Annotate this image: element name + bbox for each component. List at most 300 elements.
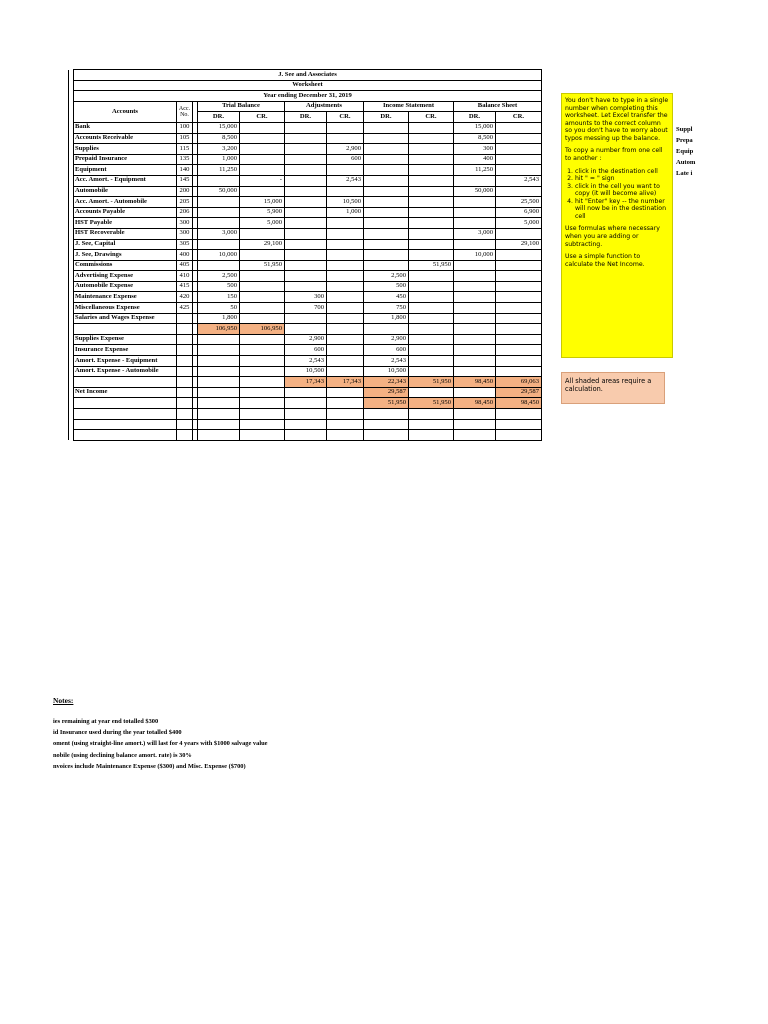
final-total: 51,950 [409,398,454,409]
note-item: nobile (using declining balance amort. rate) is 30% [53,751,192,759]
amount-cell [454,366,496,377]
cr-header: CR. [327,112,364,123]
amount-cell [327,334,364,345]
amount-cell [240,303,285,314]
blank-cell [327,324,364,335]
account-number: 405 [177,260,193,271]
empty-row [69,430,542,441]
amount-cell [327,292,364,303]
amount-cell [409,218,454,229]
account-row [69,334,542,345]
amount-cell [496,345,542,356]
trial-balance-header: Trial Balance [198,101,285,112]
step-item: 2. hit " = " sign [575,175,669,183]
cut-off-text: Prepa [676,137,693,144]
step-item: 3. click in the cell you want to copy (it will become alive) [575,183,669,198]
account-number: 206 [177,207,193,218]
account-name: Miscellaneous Expense [74,303,177,314]
adjustment-total-row [69,377,542,388]
account-row [69,175,542,186]
account-name: J. See, Capital [74,239,177,250]
cr-header: CR. [496,112,542,123]
amount-cell [285,154,327,165]
column-total: 98,450 [454,377,496,388]
amount-cell [198,218,240,229]
account-number [177,366,193,377]
amount-cell [327,356,364,367]
amount-cell [409,292,454,303]
amount-cell [364,144,409,155]
trial-balance-total-row [69,324,542,335]
amount-cell: 29,100 [240,239,285,250]
amount-cell [198,334,240,345]
amount-cell: 3,000 [454,228,496,239]
amount-cell: 51,950 [409,260,454,271]
blank-cell [177,377,193,388]
income-statement-header: Income Statement [364,101,454,112]
account-number: 300 [177,218,193,229]
amount-cell [285,281,327,292]
tb-total-dr: 106,950 [198,324,240,335]
amount-cell [285,250,327,261]
blank-cell [364,430,409,441]
account-row [69,228,542,239]
amount-cell [454,175,496,186]
amount-cell: 450 [364,292,409,303]
amount-cell [454,218,496,229]
blank-cell [285,409,327,420]
amount-cell [285,165,327,176]
blank-cell [409,324,454,335]
amount-cell [496,334,542,345]
amount-cell: 15,000 [454,122,496,133]
blank-cell [285,324,327,335]
amount-cell [409,281,454,292]
blank-cell [454,324,496,335]
amount-cell: 750 [364,303,409,314]
amount-cell [198,260,240,271]
amount-cell: 50 [198,303,240,314]
amount-cell [240,186,285,197]
blank-cell [240,419,285,430]
account-number: 305 [177,239,193,250]
header-row [69,101,542,112]
blank-cell [198,387,240,398]
amount-cell [364,250,409,261]
blank-cell [74,430,177,441]
amount-cell [285,313,327,324]
cut-off-text: Suppl [676,126,693,133]
blank-cell [327,430,364,441]
amount-cell [454,334,496,345]
instructions-p2: To copy a number from one cell to another : [565,147,663,162]
amount-cell: 400 [454,154,496,165]
amount-cell: 8,500 [198,133,240,144]
amount-cell [496,154,542,165]
amount-cell [240,334,285,345]
amount-cell: 10,000 [198,250,240,261]
account-row [69,144,542,155]
amount-cell: 2,500 [364,271,409,282]
column-total: 22,343 [364,377,409,388]
amount-cell: 1,800 [198,313,240,324]
amount-cell [454,345,496,356]
amount-cell [240,154,285,165]
amount-cell [409,250,454,261]
amount-cell [327,228,364,239]
account-name: Advertising Expense [74,271,177,282]
account-number: 205 [177,197,193,208]
column-total: 17,343 [327,377,364,388]
amount-cell: 2,543 [496,175,542,186]
account-row [69,250,542,261]
amount-cell [240,292,285,303]
note-item: nvoices include Maintenance Expense ($300) and Misc. Expense ($700) [53,762,246,770]
account-number: 425 [177,303,193,314]
amount-cell [454,207,496,218]
amount-cell: 50,000 [198,186,240,197]
amount-cell: 15,000 [240,197,285,208]
amount-cell [409,345,454,356]
amount-cell [327,250,364,261]
amount-cell [496,356,542,367]
account-number: 145 [177,175,193,186]
blank-cell [74,398,177,409]
blank-cell [496,409,542,420]
amount-cell [364,154,409,165]
account-number: 415 [177,281,193,292]
final-total: 98,450 [454,398,496,409]
amount-cell [364,197,409,208]
amount-cell [285,239,327,250]
amount-cell [327,218,364,229]
amount-cell [409,303,454,314]
amount-cell [409,271,454,282]
blank-cell [198,419,240,430]
account-number: 100 [177,122,193,133]
amount-cell [327,366,364,377]
blank-cell [74,377,177,388]
account-name: Equipment [74,165,177,176]
amount-cell: 2,543 [364,356,409,367]
amount-cell: 3,000 [198,228,240,239]
instructions-note [561,93,673,358]
account-row [69,303,542,314]
blank-cell [177,430,193,441]
final-total: 51,950 [364,398,409,409]
account-number: 140 [177,165,193,176]
account-name: Salaries and Wages Expense [74,313,177,324]
account-name: Prepaid Insurance [74,154,177,165]
amount-cell: 51,950 [240,260,285,271]
account-row [69,218,542,229]
note-item: id Insurance used during the year totalled $400 [53,729,182,737]
blank-cell [364,324,409,335]
acc-no-header: Acc. No. [177,101,193,122]
blank-cell [285,398,327,409]
amount-cell: 10,500 [285,366,327,377]
account-row [69,356,542,367]
amount-cell [496,133,542,144]
amount-cell [364,228,409,239]
amount-cell [364,175,409,186]
amount-cell: 1,000 [327,207,364,218]
account-row [69,154,542,165]
blank-cell [177,409,193,420]
column-total: 17,343 [285,377,327,388]
blank-cell [240,377,285,388]
column-total: 51,950 [409,377,454,388]
worksheet-table [68,69,542,441]
company-title: J. See and Associates [74,70,542,81]
amount-cell: 10,000 [454,250,496,261]
account-row [69,313,542,324]
account-number [177,334,193,345]
amount-cell [327,165,364,176]
blank-cell [327,409,364,420]
account-row [69,281,542,292]
blank-cell [327,398,364,409]
amount-cell [409,175,454,186]
amount-cell: 500 [364,281,409,292]
note-item: oment (using straight-line amort.) will last for 4 years with $1000 salvage value [53,740,268,748]
step-item: 1. click in the destination cell [575,168,669,176]
amount-cell [409,165,454,176]
doc-title: Worksheet [74,80,542,91]
amount-cell [454,313,496,324]
amount-cell [198,197,240,208]
amount-cell [364,165,409,176]
blank-cell [198,430,240,441]
amount-cell [496,228,542,239]
instructions-steps [565,168,669,221]
blank-cell [285,419,327,430]
amount-cell [327,281,364,292]
amount-cell [240,250,285,261]
dr-header: DR. [285,112,327,123]
account-name: Amort. Expense - Equipment [74,356,177,367]
blank-cell [454,419,496,430]
amount-cell [409,334,454,345]
account-name: Acc. Amort. - Equipment [74,175,177,186]
account-name: Accounts Receivable [74,133,177,144]
blank-cell [240,409,285,420]
amount-cell [496,144,542,155]
amount-cell: 5,000 [240,218,285,229]
amount-cell [364,218,409,229]
amount-cell [454,271,496,282]
amount-cell: 50,000 [454,186,496,197]
amount-cell [496,313,542,324]
amount-cell [240,356,285,367]
blank-cell [454,430,496,441]
amount-cell [285,228,327,239]
amount-cell: 15,000 [198,122,240,133]
amount-cell [285,271,327,282]
blank-cell [409,430,454,441]
amount-cell [240,144,285,155]
account-row [69,366,542,377]
cut-off-text: Equip [676,148,694,155]
blank-cell [177,419,193,430]
note-item: ies remaining at year end totalled $300 [53,718,159,725]
title-row [69,70,542,81]
amount-cell: 5,900 [240,207,285,218]
amount-cell [327,313,364,324]
instructions-p4: Use a simple function to calculate the Net Income. [565,253,645,268]
amount-cell [364,133,409,144]
account-row [69,292,542,303]
account-name: Automobile [74,186,177,197]
amount-cell: 2,500 [198,271,240,282]
account-number: 420 [177,292,193,303]
amount-cell [454,292,496,303]
amount-cell [496,186,542,197]
amount-cell [364,122,409,133]
blank-cell [198,398,240,409]
blank-cell [74,419,177,430]
account-name: Acc. Amort. - Automobile [74,197,177,208]
amount-cell: 500 [198,281,240,292]
amount-cell: 2,543 [327,175,364,186]
blank-cell [74,324,177,335]
account-row [69,197,542,208]
dr-header: DR. [454,112,496,123]
blank-cell [240,430,285,441]
amount-cell [496,303,542,314]
amount-cell [496,366,542,377]
blank-cell [240,387,285,398]
account-number [177,345,193,356]
amount-cell [454,356,496,367]
account-row [69,122,542,133]
account-name: Insurance Expense [74,345,177,356]
amount-cell [409,356,454,367]
amount-cell [240,122,285,133]
dr-header: DR. [364,112,409,123]
blank-cell [240,398,285,409]
amount-cell [327,239,364,250]
amount-cell [240,228,285,239]
amount-cell [409,144,454,155]
amount-cell [198,356,240,367]
amount-cell [198,207,240,218]
blank-cell [409,387,454,398]
amount-cell [409,239,454,250]
amount-cell [240,345,285,356]
cr-header: CR. [240,112,285,123]
account-number: 410 [177,271,193,282]
blank-cell [74,409,177,420]
account-number [177,356,193,367]
amount-cell [496,250,542,261]
blank-cell [496,324,542,335]
amount-cell [496,165,542,176]
amount-cell: 2,900 [285,334,327,345]
amount-cell: 1,800 [364,313,409,324]
account-number: 115 [177,144,193,155]
cut-off-text: Autom [676,159,696,166]
blank-cell [198,377,240,388]
account-name: Bank [74,122,177,133]
amount-cell [454,303,496,314]
amount-cell [240,271,285,282]
amount-cell [409,122,454,133]
amount-cell: 300 [285,292,327,303]
blank-cell [454,387,496,398]
blank-cell [496,430,542,441]
amount-cell: 700 [285,303,327,314]
amount-cell [285,260,327,271]
amount-cell [409,133,454,144]
cut-off-text: Late i [676,170,693,177]
amount-cell [285,186,327,197]
account-number: 300 [177,228,193,239]
amount-cell [198,366,240,377]
amount-cell [364,260,409,271]
net-income-is: 29,587 [364,387,409,398]
amount-cell [327,133,364,144]
notes-list [53,716,267,772]
amount-cell [327,122,364,133]
net-income-bs: 29,587 [496,387,542,398]
account-name: Accounts Payable [74,207,177,218]
account-name: HST Payable [74,218,177,229]
amount-cell [454,260,496,271]
amount-cell: - [240,175,285,186]
column-total: 69,063 [496,377,542,388]
amount-cell: 11,250 [454,165,496,176]
shaded-areas-note: All shaded areas require a calculation. [561,372,665,404]
amount-cell [409,154,454,165]
account-number [177,313,193,324]
amount-cell: 8,500 [454,133,496,144]
amount-cell [240,313,285,324]
blank-cell [177,324,193,335]
amount-cell: 2,543 [285,356,327,367]
notes-title: Notes: [53,696,74,705]
cut-off-notes [676,124,695,179]
instructions-p3: Use formulas where necessary when you are adding or subtracting. [565,225,660,248]
amount-cell [496,281,542,292]
account-name: HST Recoverable [74,228,177,239]
blank-cell [364,419,409,430]
amount-cell [285,218,327,229]
worksheet-body [69,70,542,441]
account-name: Automobile Expense [74,281,177,292]
account-row [69,207,542,218]
step-item: 4. hit "Enter" key -- the number will now be in the destination cell [575,198,669,221]
blank-cell [177,398,193,409]
empty-row [69,409,542,420]
blank-cell [454,409,496,420]
blank-cell [327,419,364,430]
final-total: 98,450 [496,398,542,409]
account-name: Maintenance Expense [74,292,177,303]
account-name: J. See, Drawings [74,250,177,261]
period-title: Year ending December 31, 2019 [74,91,542,102]
amount-cell: 29,100 [496,239,542,250]
blank-cell [409,409,454,420]
blank-cell [364,409,409,420]
amount-cell: 10,500 [327,197,364,208]
amount-cell: 6,900 [496,207,542,218]
account-row [69,345,542,356]
amount-cell [496,271,542,282]
amount-cell [409,207,454,218]
account-row [69,239,542,250]
account-row [69,186,542,197]
